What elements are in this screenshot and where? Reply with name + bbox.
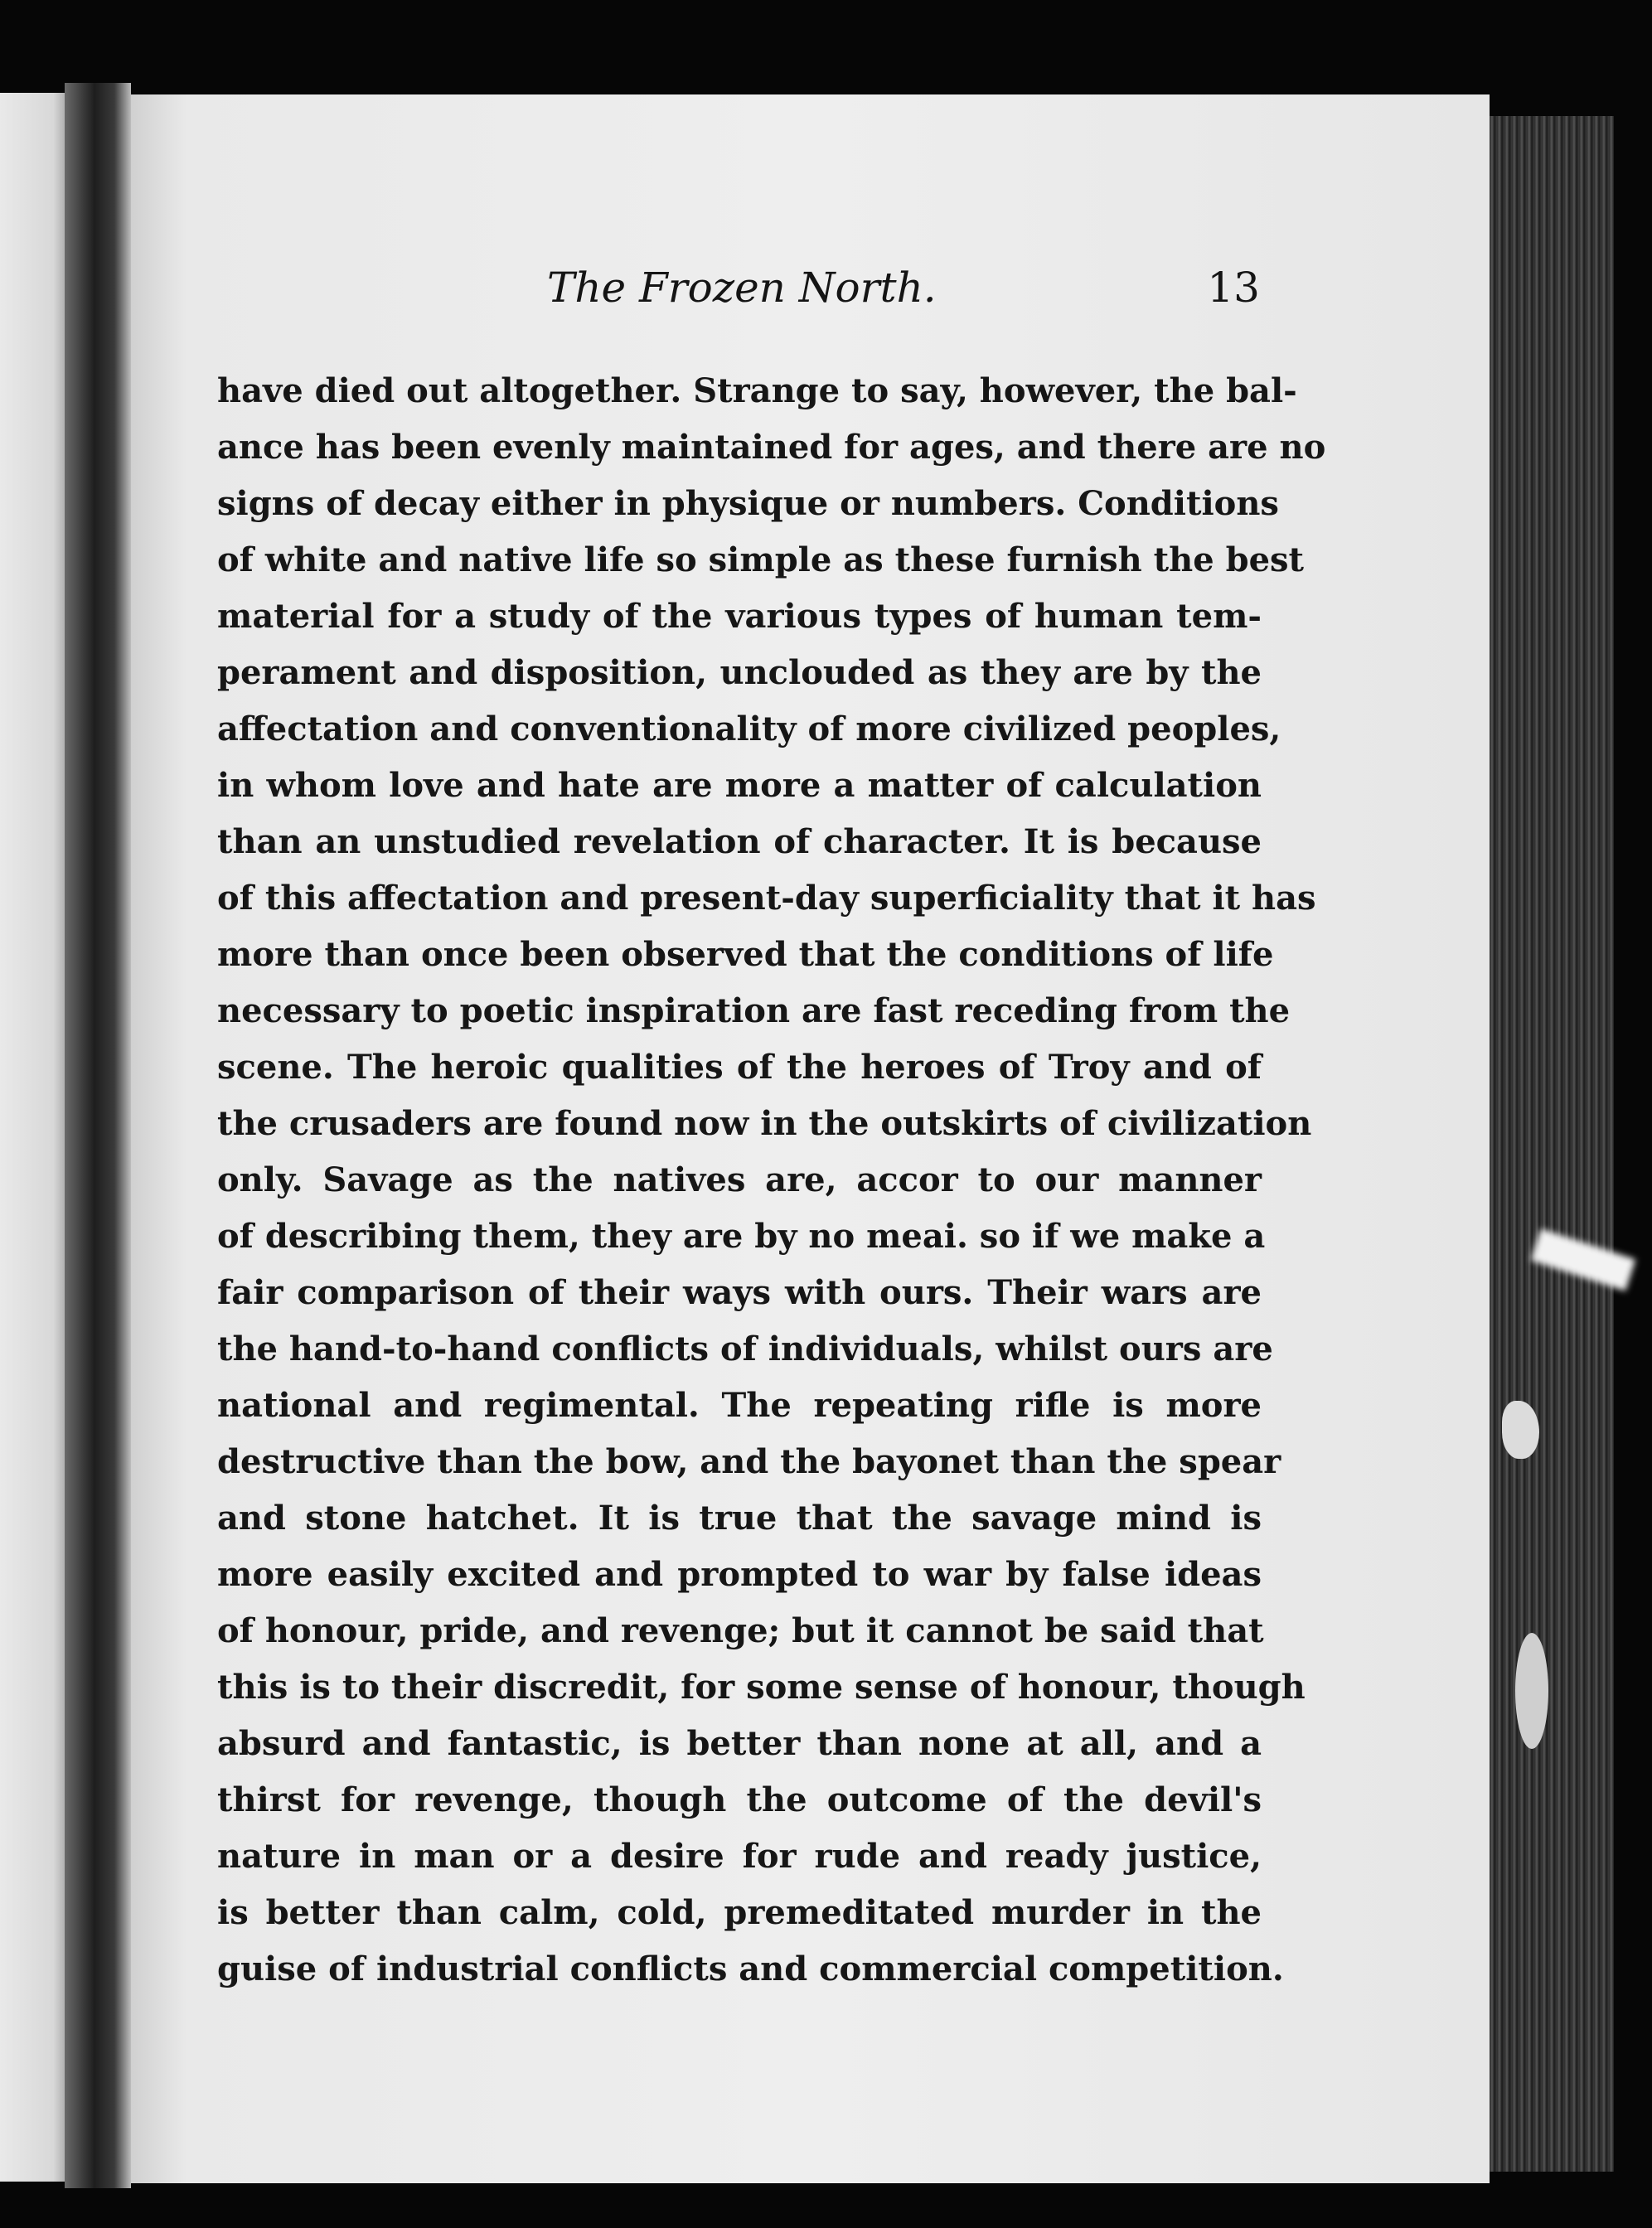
text-line: in whom love and hate are more a matter of calculation bbox=[217, 766, 1262, 805]
text-line: material for a study of the various types of human tem- bbox=[217, 597, 1262, 636]
text-line: of honour, pride, and revenge; but it cannot be said that bbox=[217, 1611, 1264, 1650]
text-line: more than once been observed that the conditions of life bbox=[217, 935, 1274, 974]
text-line: the hand-to-hand conflicts of individuals, whilst ours are bbox=[217, 1330, 1273, 1368]
body-text bbox=[217, 363, 1326, 1998]
text-line: and stone hatchet. It is true that the savage mind is bbox=[217, 1499, 1262, 1538]
text-line: nature in man or a desire for rude and ready justice, bbox=[217, 1837, 1262, 1876]
text-line: ance has been evenly maintained for ages, and there are no bbox=[217, 428, 1326, 467]
running-title: The Frozen North. bbox=[547, 264, 937, 312]
text-line: absurd and fantastic, is better than none at all, and a bbox=[217, 1724, 1262, 1763]
text-line: thirst for revenge, though the outcome of the devil's bbox=[217, 1780, 1262, 1819]
text-line: have died out altogether. Strange to say, however, the bal- bbox=[217, 371, 1297, 410]
text-line: of white and native life so simple as these furnish the best bbox=[217, 540, 1305, 579]
text-line: perament and disposition, unclouded as they are by the bbox=[217, 653, 1262, 692]
book-gutter bbox=[65, 83, 131, 2188]
text-line: scene. The heroic qualities of the heroes of Troy and of bbox=[217, 1048, 1262, 1087]
text-line: signs of decay either in physique or numbers. Conditions bbox=[217, 484, 1279, 523]
light-glare bbox=[1515, 1633, 1548, 1749]
text-line: the crusaders are found now in the outskirts of civilization bbox=[217, 1104, 1312, 1143]
text-line: necessary to poetic inspiration are fast receding from the bbox=[217, 991, 1291, 1030]
text-line: fair comparison of their ways with ours. Their wars are bbox=[217, 1273, 1262, 1312]
text-line: more easily excited and prompted to war by false ideas bbox=[217, 1555, 1262, 1594]
page-header bbox=[216, 264, 1260, 330]
text-line: guise of industrial conflicts and commercial competition. bbox=[217, 1950, 1284, 1988]
text-line: this is to their discredit, for some sense of honour, though bbox=[217, 1668, 1306, 1707]
text-line: than an unstudied revelation of character. It is because bbox=[217, 822, 1262, 861]
page-stack-edge bbox=[1490, 116, 1614, 2172]
text-line: national and regimental. The repeating rifle is more bbox=[217, 1386, 1262, 1425]
page-number: 13 bbox=[1207, 264, 1260, 312]
text-line: destructive than the bow, and the bayonet than the spear bbox=[217, 1442, 1281, 1481]
text-line: of this affectation and present-day superficiality that it has bbox=[217, 879, 1316, 918]
text-line: affectation and conventionality of more civilized peoples, bbox=[217, 710, 1281, 748]
text-line: of describing them, they are by no meai. so if we make a bbox=[217, 1217, 1266, 1256]
text-line: only. Savage as the natives are, accor to our manner bbox=[217, 1160, 1262, 1199]
text-line: is better than calm, cold, premeditated murder in the bbox=[217, 1893, 1262, 1932]
